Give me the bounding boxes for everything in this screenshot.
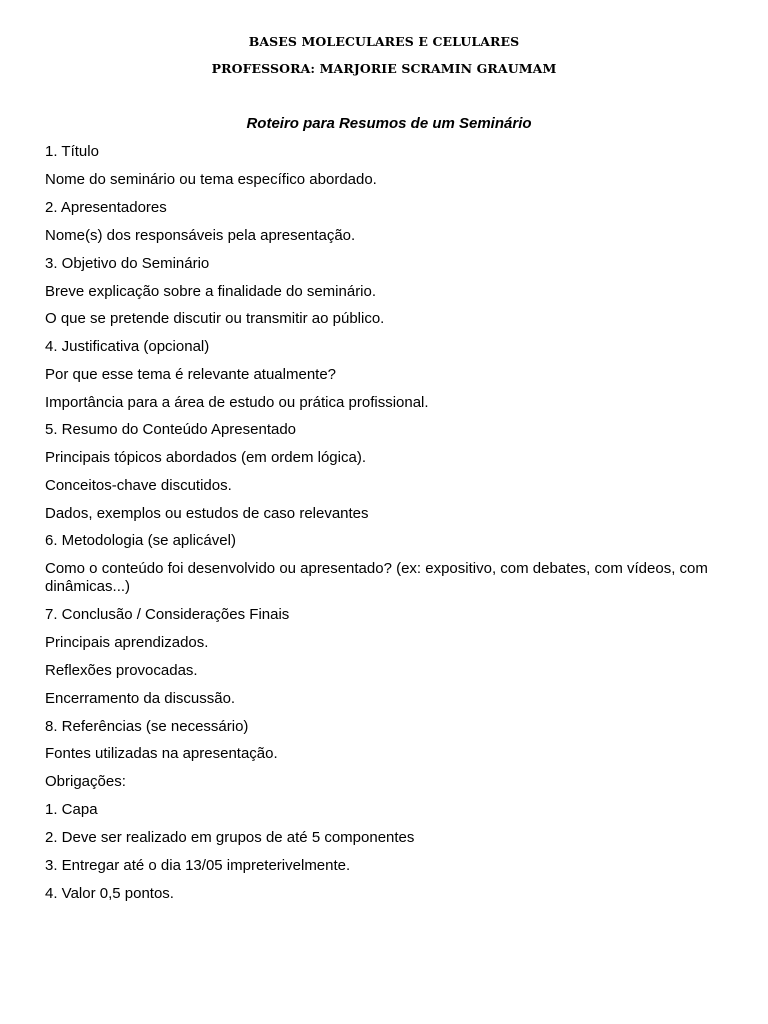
body-line: Principais aprendizados.	[45, 634, 209, 651]
section-heading: 1. Título	[45, 143, 99, 160]
body-line: Encerramento da discussão.	[45, 690, 236, 707]
body-line: Importância para a área de estudo ou prática profissional.	[45, 394, 429, 411]
section-heading: 6. Metodologia (se aplicável)	[45, 532, 236, 549]
obligation-item: 2. Deve ser realizado em grupos de até 5 componentes	[45, 829, 415, 846]
course-title: BASES MOLECULARES E CELULARES	[248, 34, 520, 49]
section-heading: 5. Resumo do Conteúdo Apresentado	[45, 421, 297, 438]
obligations-heading: Obrigações:	[45, 773, 126, 790]
document-title: Roteiro para Resumos de um Seminário	[246, 115, 532, 132]
section-heading: 3. Objetivo do Seminário	[45, 255, 210, 272]
body-line: O que se pretende discutir ou transmitir ao público.	[45, 310, 385, 327]
body-line: Como o conteúdo foi desenvolvido ou apresentado? (ex: expositivo, com debates, com vídeos, com dinâmicas...)	[45, 560, 708, 595]
obligation-item: 3. Entregar até o dia 13/05 impreterivelmente.	[45, 857, 351, 874]
section-heading: 8. Referências (se necessário)	[45, 718, 249, 735]
section-heading: 4. Justificativa (opcional)	[45, 338, 210, 355]
obligation-item: 1. Capa	[45, 801, 98, 818]
body-line: Fontes utilizadas na apresentação.	[45, 745, 278, 762]
body-line: Principais tópicos abordados (em ordem lógica).	[45, 449, 366, 466]
body-line: Por que esse tema é relevante atualmente?	[45, 366, 337, 383]
body-line: Conceitos-chave discutidos.	[45, 477, 232, 494]
section-heading: 7. Conclusão / Considerações Finais	[45, 606, 290, 623]
professor-name: PROFESSORA: MARJORIE SCRAMIN GRAUMAM	[211, 61, 557, 76]
body-line: Reflexões provocadas.	[45, 662, 198, 679]
obligation-item: 4. Valor 0,5 pontos.	[45, 885, 174, 902]
body-line: Breve explicação sobre a finalidade do seminário.	[45, 283, 377, 300]
section-heading: 2. Apresentadores	[45, 199, 167, 216]
body-line: Nome(s) dos responsáveis pela apresentação.	[45, 227, 356, 244]
body-line: Dados, exemplos ou estudos de caso relevantes	[45, 505, 369, 522]
body-line: Nome do seminário ou tema específico abordado.	[45, 171, 377, 188]
